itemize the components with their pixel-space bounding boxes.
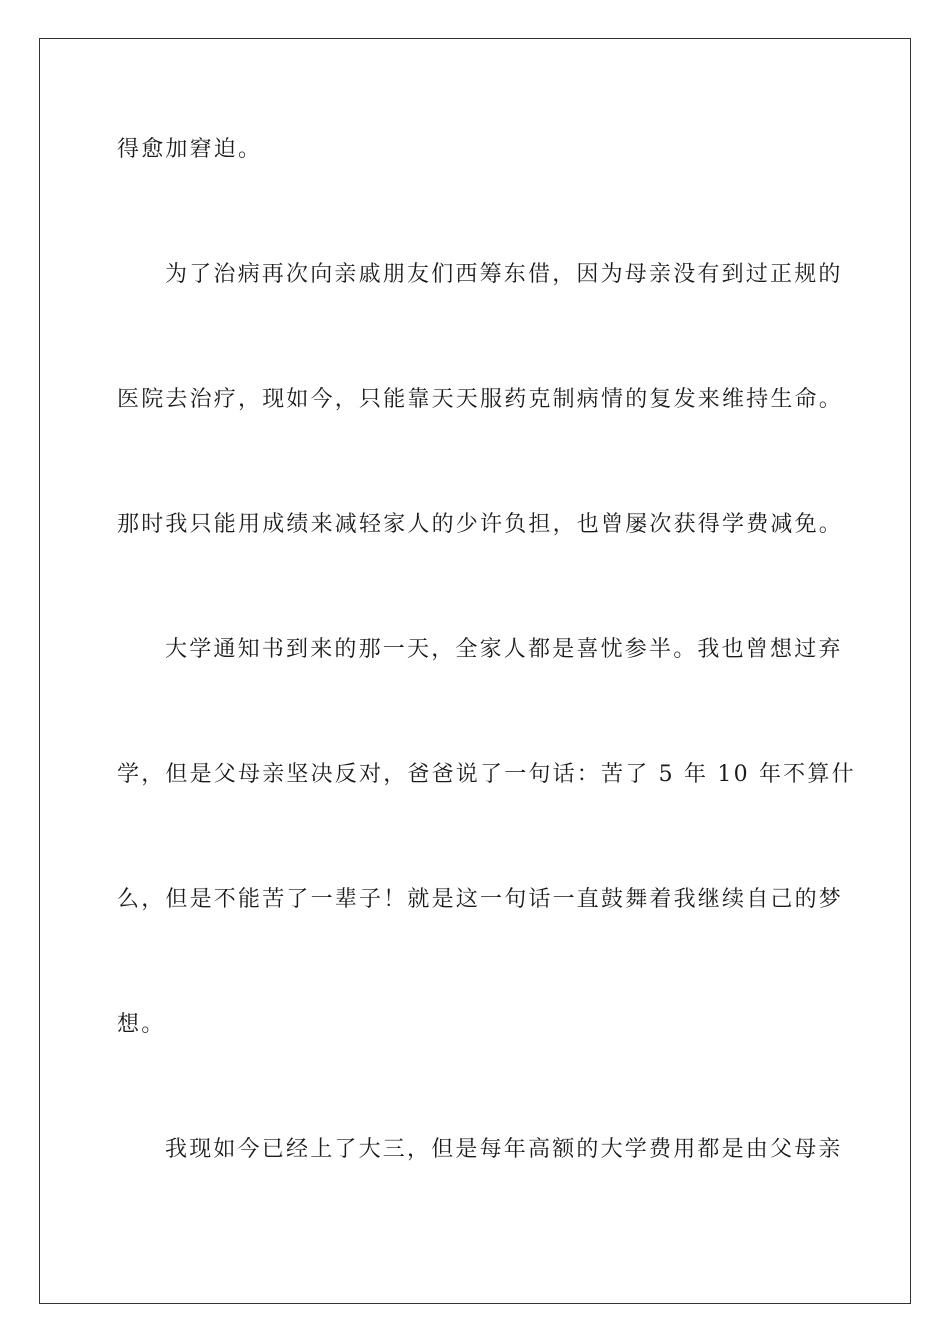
text-line: 那时我只能用成绩来减轻家人的少许负担，也曾屡次获得学费减免。 <box>117 512 844 537</box>
text-line: 么，但是不能苦了一辈子！就是这一句话一直鼓舞着我继续自己的梦 <box>117 887 844 912</box>
text-line: 想。 <box>117 1012 166 1037</box>
page-border <box>39 38 911 1304</box>
paragraph-first-line: 大学通知书到来的那一天，全家人都是喜忧参半。我也曾想过弃 <box>165 637 843 662</box>
paragraph-first-line: 我现如今已经上了大三，但是每年高额的大学费用都是由父母亲 <box>165 1137 843 1162</box>
paragraph-first-line: 为了治病再次向亲戚朋友们西筹东借，因为母亲没有到过正规的 <box>165 262 843 287</box>
text-line: 得愈加窘迫。 <box>117 137 263 162</box>
text-line: 医院去治疗，现如今，只能靠天天服药克制病情的复发来维持生命。 <box>117 387 844 412</box>
text-line: 学，但是父母亲坚决反对，爸爸说了一句话：苦了 5 年 10 年不算什 <box>117 762 856 787</box>
